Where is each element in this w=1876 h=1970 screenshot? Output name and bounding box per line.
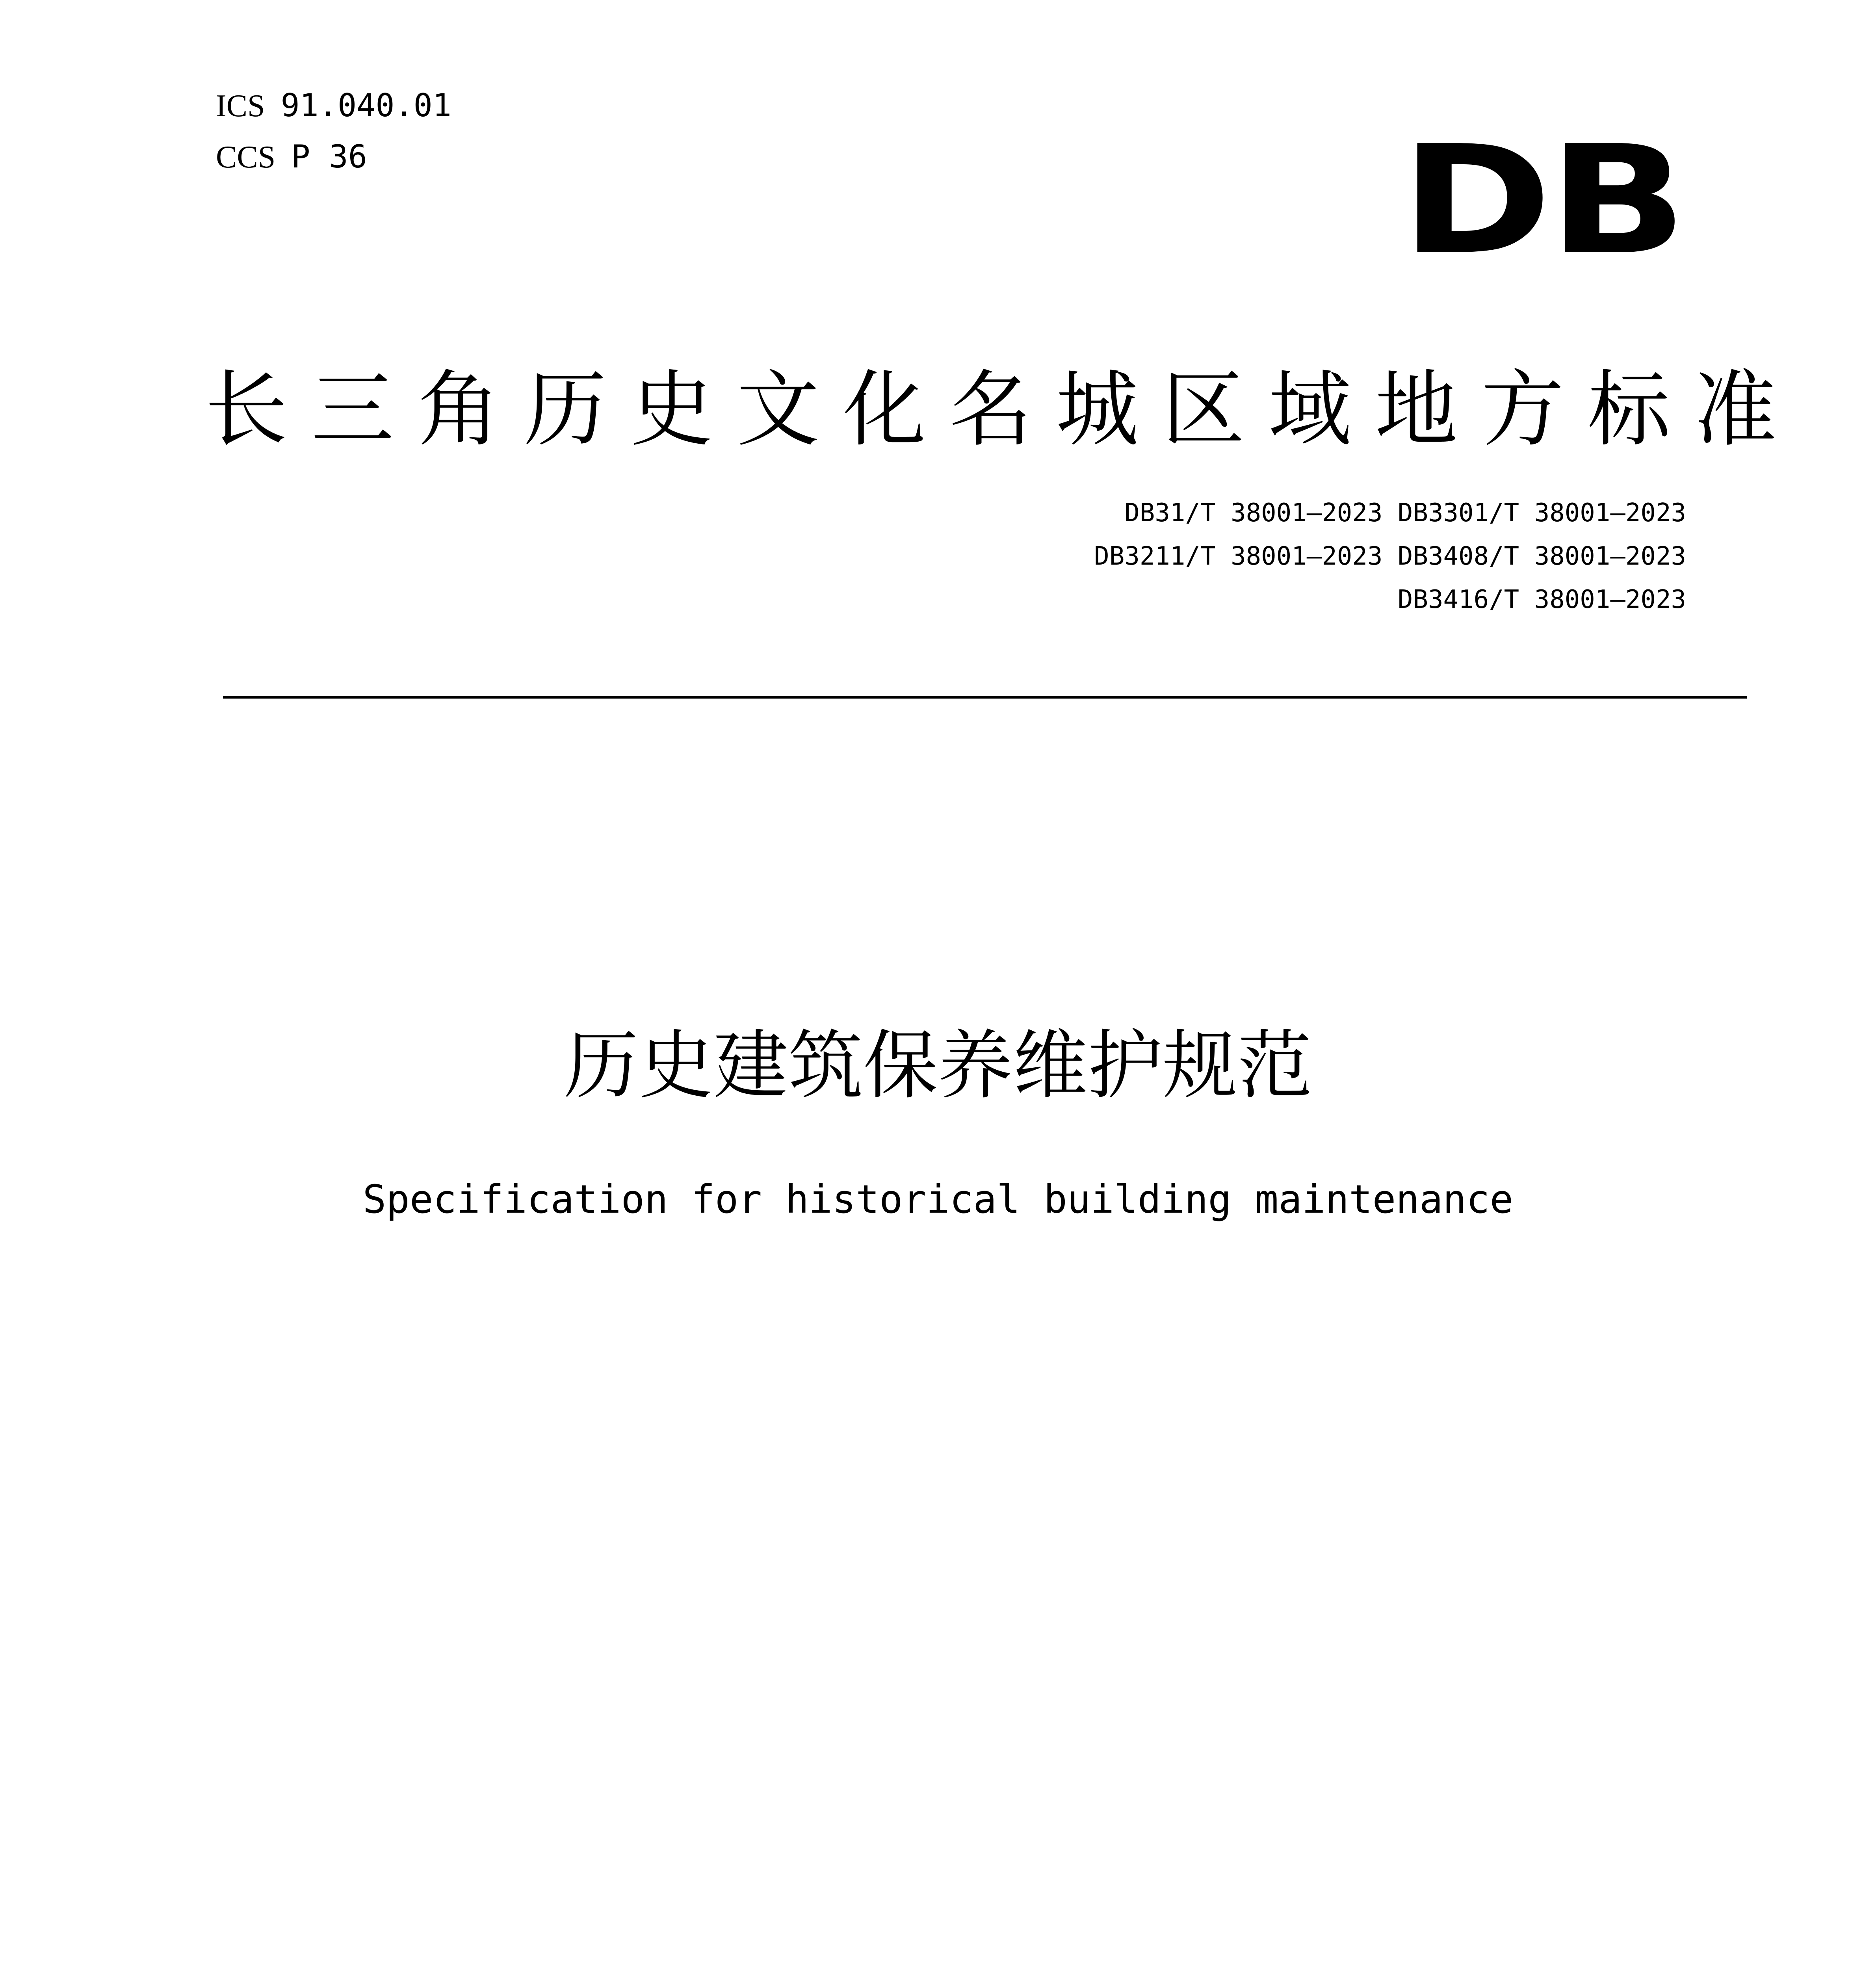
ics-label: ICS (216, 89, 265, 123)
document-title-en: Specification for historical building maintenance (362, 1177, 1514, 1222)
top-divider (223, 696, 1747, 699)
db-logo: DB (1400, 113, 1684, 288)
standard-code-line-1: DB31/T 38001—2023 DB3301/T 38001—2023 (1124, 498, 1686, 528)
standard-code-line-2: DB3211/T 38001—2023 DB3408/T 38001—2023 (1094, 542, 1686, 571)
document-title-cn: 历史建筑保养维护规范 (563, 1022, 1312, 1109)
ccs-line (216, 137, 367, 177)
ics-value: 91.040.01 (280, 87, 451, 124)
ics-line (216, 86, 451, 126)
standard-code-line-3: DB3416/T 38001—2023 (1397, 585, 1686, 614)
ccs-value: P 36 (291, 138, 367, 175)
ccs-label: CCS (216, 140, 276, 175)
standard-type-heading: 长三角历史文化名城区域地方标准 (205, 361, 1801, 458)
